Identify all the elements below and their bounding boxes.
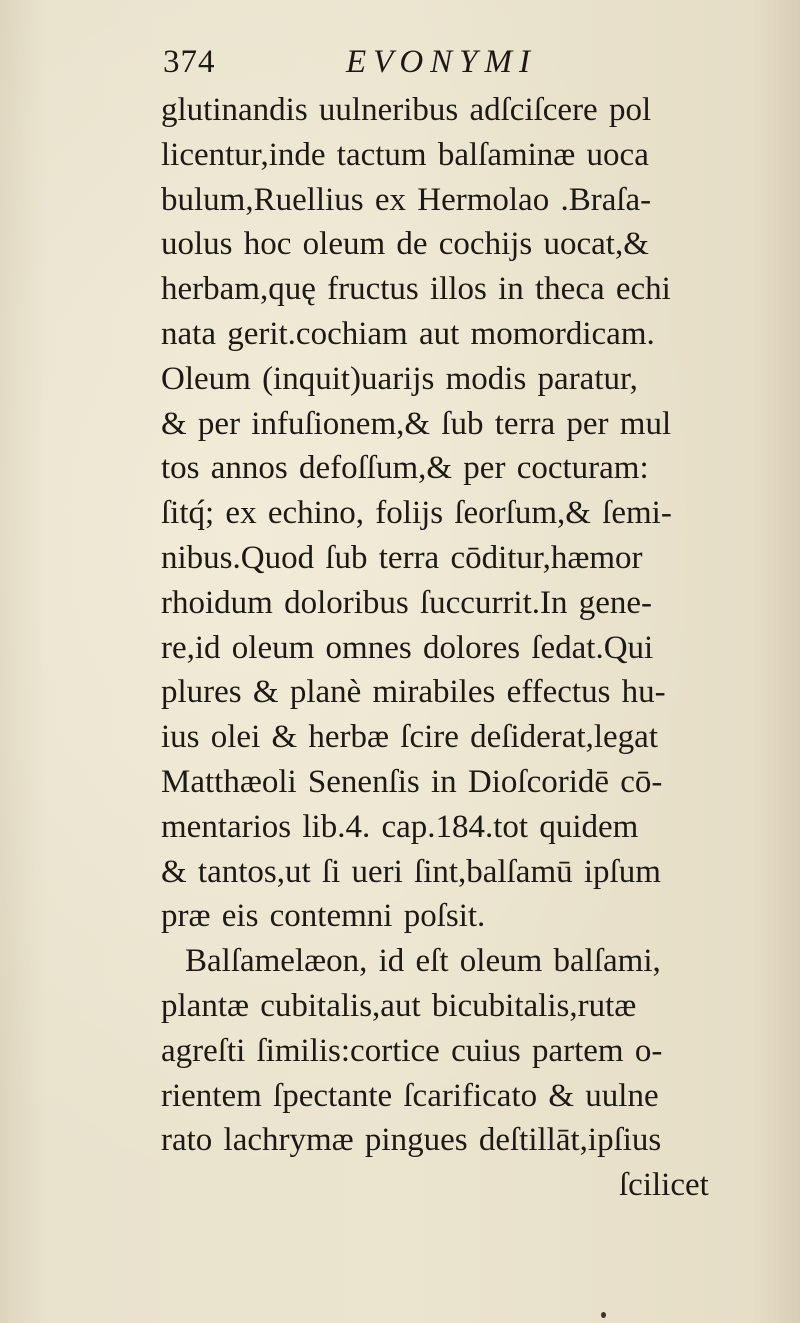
text-line: nata gerit.cochiam aut momordicam.	[161, 315, 655, 352]
catchword: ſcilicet	[619, 1167, 709, 1204]
text-line: mentarios lib.4. cap.184.tot quidem	[161, 808, 639, 845]
text-line: ius olei & herbæ ſcire deſiderat,legat	[161, 719, 658, 756]
paragraph-start-line: Balſamelæon, id eſt oleum balſami,	[185, 943, 661, 980]
text-line: præ eis contemni poſsit.	[161, 898, 486, 935]
page-number: 374	[163, 44, 216, 80]
text-line: Oleum (inquit)uarijs modis paratur,	[161, 360, 638, 397]
text-line: Matthæoli Senenſis in Dioſcoridē cō-	[161, 763, 663, 800]
text-line: glutinandis uulneribus adſciſcere pol	[161, 92, 652, 128]
text-line: bulum,Ruellius ex Hermolao .Braſa-	[161, 181, 652, 218]
text-line: plures & planè mirabiles effectus hu-	[161, 674, 666, 711]
body-text	[161, 88, 791, 1208]
text-line: herbam,quę fructus illos in theca echi	[161, 271, 671, 308]
running-head: EVONYMI	[346, 44, 538, 80]
text-line: & per infuſionem,& ſub terra per mul	[161, 405, 672, 442]
text-line: re,id oleum omnes dolores ſedat.Qui	[161, 629, 654, 666]
ink-speck	[601, 1312, 606, 1318]
text-line: agreſti ſimilis:cortice cuius partem o-	[161, 1032, 663, 1069]
text-line: tos annos defoſſum,& per cocturam:	[161, 450, 649, 487]
text-line: licentur,inde tactum balſaminæ uoca	[161, 136, 649, 173]
text-line: rhoidum doloribus ſuccurrit.In gene-	[161, 584, 653, 621]
text-line: rato lachrymæ pingues deſtillāt,ipſius	[161, 1122, 662, 1159]
text-line: plantæ cubitalis,aut bicubitalis,rutæ	[161, 987, 637, 1024]
text-line: rientem ſpectante ſcarificato & uulne	[161, 1077, 659, 1114]
page-header	[163, 40, 643, 90]
text-line: & tantos,ut ſi ueri ſint,balſamū ipſum	[161, 853, 661, 890]
text-line: nibus.Quod ſub terra cōditur,hæmor	[161, 539, 643, 576]
text-line: ſitq́; ex echino, folijs ſeorſum,& ſemi-	[161, 495, 672, 532]
text-line: uolus hoc oleum de cochijs uocat,&	[161, 226, 649, 263]
